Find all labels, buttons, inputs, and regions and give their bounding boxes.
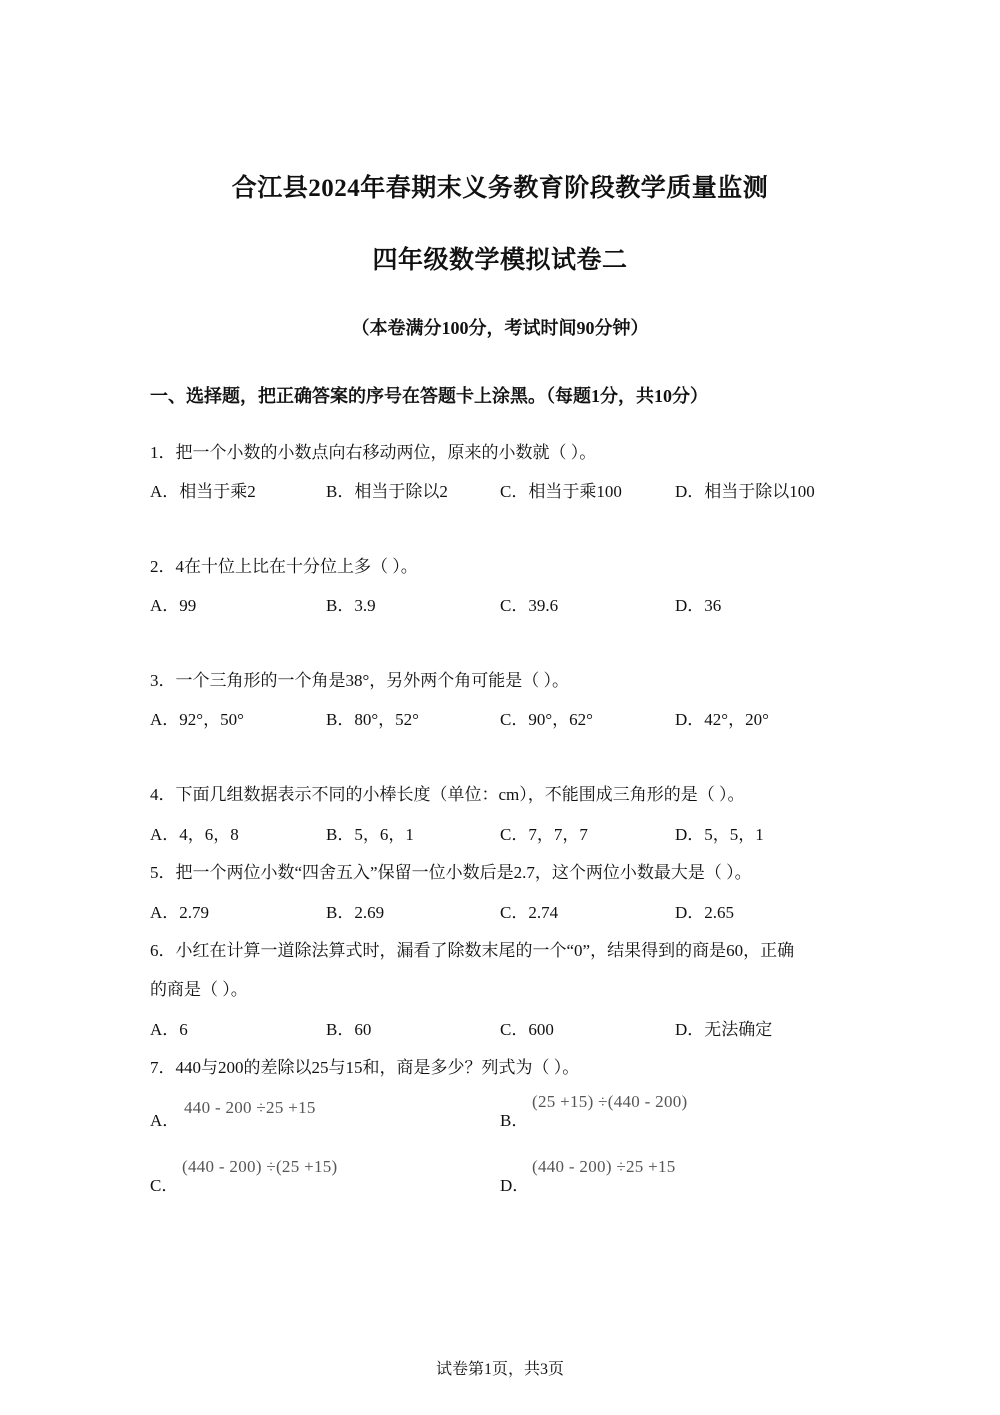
option-b: B．60 [326, 1020, 372, 1039]
question-6-stem-line2: 的商是（ ）。 [150, 980, 248, 999]
option-d: D．无法确定 [675, 1020, 773, 1039]
question-2-stem: 2．4在十位上比在十分位上多（ ）。 [150, 557, 418, 576]
option-b: B．5，6，1 [326, 825, 414, 844]
formula-c: (440 - 200) ÷(25 +15) [182, 1157, 338, 1176]
option-c: C．90°，62° [500, 710, 593, 729]
option-a: A．相当于乘2 [150, 482, 256, 501]
option-c: C． [150, 1176, 179, 1195]
question-3-options [150, 705, 850, 729]
option-b: B．相当于除以2 [326, 482, 448, 501]
option-d: D．5，5，1 [675, 825, 764, 844]
option-b: B． [500, 1111, 529, 1130]
option-a: A．99 [150, 596, 197, 615]
section-heading: 一、选择题，把正确答案的序号在答题卡上涂黑。（每题1分，共10分） [150, 386, 708, 406]
exam-title: 合江县2024年春期末义务教育阶段教学质量监测 [231, 175, 769, 202]
question-7-stem: 7．440与200的差除以25与15和，商是多少？列式为（ ）。 [150, 1058, 580, 1077]
question-4-options [150, 820, 850, 844]
option-b: B．80°，52° [326, 710, 419, 729]
question-1-stem: 1．把一个小数的小数点向右移动两位，原来的小数就（ ）。 [150, 443, 597, 462]
option-a: A．92°，50° [150, 710, 244, 729]
option-a: A． [150, 1111, 180, 1130]
option-c: C．2.74 [500, 903, 559, 922]
exam-subtitle-grade: 四年级数学模拟试卷二 [372, 247, 628, 274]
option-c: C．相当于乘100 [500, 482, 622, 501]
question-2-options [150, 591, 850, 615]
formula-d: (440 - 200) ÷25 +15 [532, 1157, 676, 1176]
option-b: B．2.69 [326, 903, 385, 922]
option-d: D．42°，20° [675, 710, 769, 729]
option-a: A．4，6，8 [150, 825, 239, 844]
option-c: C．39.6 [500, 596, 559, 615]
option-a: A．2.79 [150, 903, 210, 922]
question-5-options [150, 898, 850, 922]
formula-a: 440 - 200 ÷25 +15 [184, 1098, 316, 1117]
question-6-options [150, 1015, 850, 1039]
question-6-stem: 6．小红在计算一道除法算式时，漏看了除数末尾的一个“0”，结果得到的商是60，正确 [150, 941, 795, 960]
page-footer: 试卷第1页，共3页 [435, 1361, 564, 1378]
option-d: D．2.65 [675, 903, 735, 922]
option-a: A．6 [150, 1020, 188, 1039]
question-4-stem: 4．下面几组数据表示不同的小棒长度（单位：cm），不能围成三角形的是（ ）。 [150, 785, 745, 804]
option-d: D．36 [675, 596, 722, 615]
option-d: D．相当于除以100 [675, 482, 815, 501]
option-d: D． [500, 1176, 530, 1195]
option-c: C．7，7，7 [500, 825, 588, 844]
option-c: C．600 [500, 1020, 554, 1039]
question-5-stem: 5．把一个两位小数“四舍五入”保留一位小数后是2.7，这个两位小数最大是（ ）。 [150, 863, 752, 882]
formula-b: (25 +15) ÷(440 - 200) [532, 1092, 688, 1111]
option-b: B．3.9 [326, 596, 376, 615]
exam-info: （本卷满分100分，考试时间90分钟） [351, 318, 649, 338]
question-1-options [150, 477, 850, 501]
question-3-stem: 3．一个三角形的一个角是38°，另外两个角可能是（ ）。 [150, 671, 570, 690]
